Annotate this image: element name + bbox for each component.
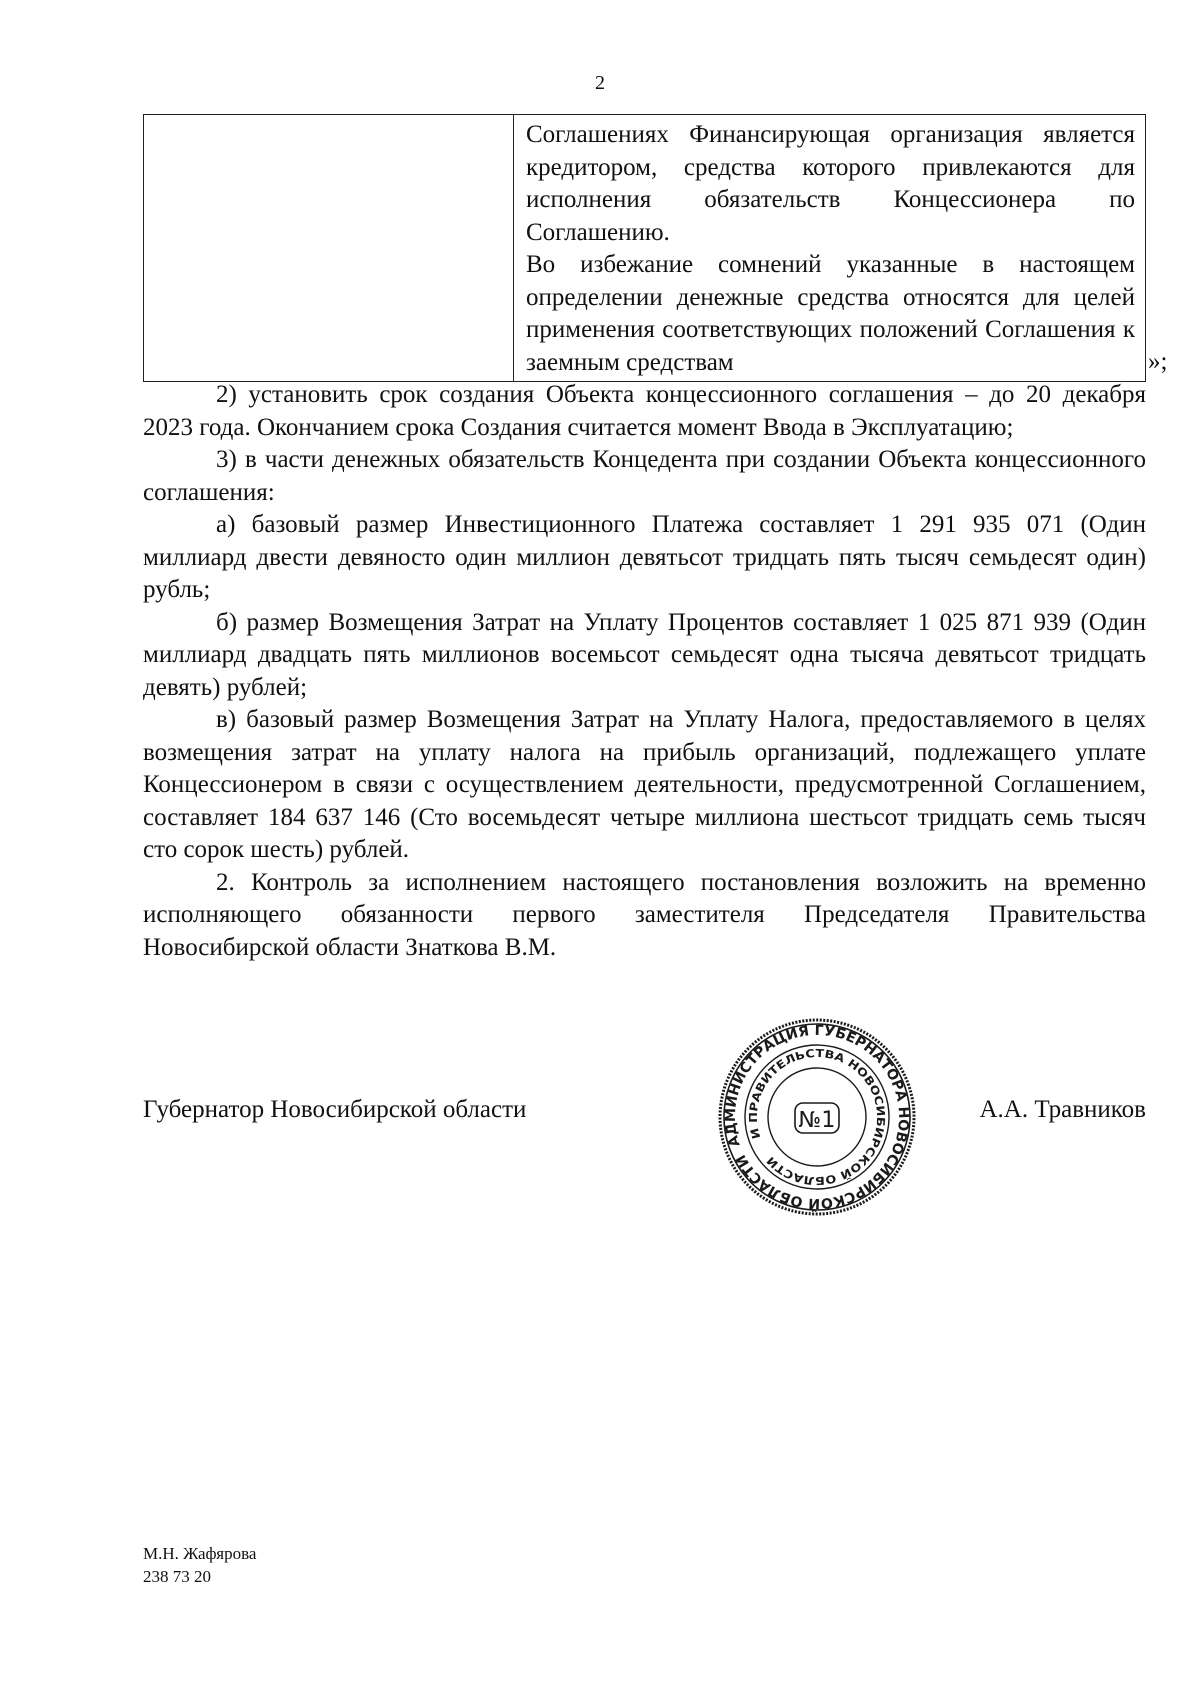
body-paragraph: а) базовый размер Инвестиционного Платежа составляет 1 291 935 071 (Один миллиард двести девяносто один миллион девятьсот тридцать пять тысяч семьдесят один) рубль; bbox=[143, 511, 1146, 603]
executor-footer bbox=[143, 1542, 256, 1588]
body-paragraph: б) размер Возмещения Затрат на Уплату Процентов составляет 1 025 871 939 (Один миллиард двадцать пять миллионов восемьсот семьдесят одна тысяча девятьсот тридцать девять) рублей; bbox=[143, 608, 1146, 701]
body-paragraph: 3) в части денежных обязательств Концедента при создании Объекта концессионного соглашения: bbox=[143, 446, 1146, 506]
signature-block bbox=[143, 1096, 1146, 1130]
definition-paragraph: Во избежание сомнений указанные в настоящем определении денежные средства относятся для целей применения соответствующих положений Соглашения к заемным средствам bbox=[526, 251, 1135, 376]
seal-number: №1 bbox=[798, 1108, 836, 1133]
definition-paragraph: Соглашениях Финансирующая организация является кредитором, средства которого привлекаются для исполнения обязательств Концессионера по Соглашению. bbox=[526, 121, 1135, 246]
table-term-cell bbox=[144, 115, 514, 382]
signatory-name: А.А. Травников bbox=[979, 1096, 1146, 1123]
seal-inner-text: И ПРАВИТЕЛЬСТВА НОВОСИБИРСКОЙ ОБЛАСТИ bbox=[746, 1046, 888, 1188]
table-row bbox=[144, 115, 1146, 382]
definitions-table bbox=[143, 114, 1146, 382]
executor-phone: 238 73 20 bbox=[143, 1567, 211, 1586]
closing-quote: »; bbox=[1148, 348, 1168, 375]
body-paragraph: 2) установить срок создания Объекта концессионного соглашения – до 20 декабря 2023 года. Окончанием срока Создания считается момент Ввода в Эксплуатацию; bbox=[143, 381, 1146, 441]
body-paragraph: 2. Контроль за исполнением настоящего постановления возложить на временно исполняющего обязанности первого заместителя Председателя Правительства Новосибирской области Знаткова В.М. bbox=[143, 868, 1146, 961]
body-paragraph: в) базовый размер Возмещения Затрат на Уплату Налога, предоставляемого в целях возмещения затрат на уплату налога на прибыль организаций, подлежащего уплате Концессионером в связи с осуществлением деятельности, предусмотренной Соглашением, составляет 184 637 146 (Сто восемьдесят четыре миллиона шестьсот тридцать семь тысяч сто сорок шесть) рублей. bbox=[143, 706, 1146, 863]
signatory-title: Губернатор Новосибирской области bbox=[143, 1096, 527, 1123]
seal-outer-text: АДМИНИСТРАЦИЯ ГУБЕРНАТОРА НОВОСИБИРСКОЙ ОБЛАСТИ bbox=[722, 1022, 912, 1212]
document-body bbox=[143, 379, 1146, 964]
executor-name: М.Н. Жафярова bbox=[143, 1544, 257, 1563]
table-definition-cell bbox=[514, 115, 1146, 382]
official-seal bbox=[717, 1017, 917, 1217]
page-number: 2 bbox=[595, 72, 605, 94]
